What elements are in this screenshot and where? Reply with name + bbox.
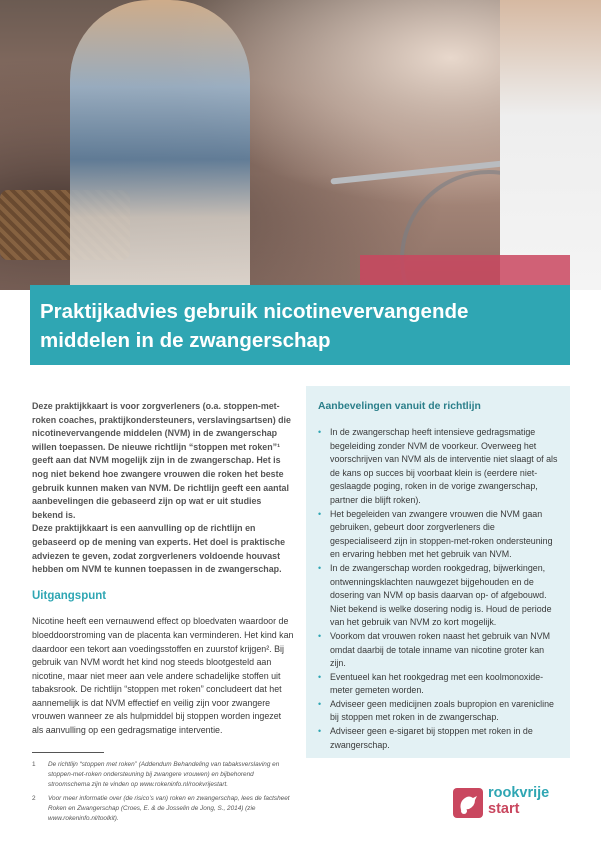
body-paragraph: Nicotine heeft een vernauwend effect op bloedvaten waardoor de bloeddoorstroming van de placenta kan verminderen. Het kind kan daardoor een tekort aan voedingsstoffen en zuurstof krijgen². Bij gebruik van NVM wordt het kind nog steeds blootgesteld aan nicotine, maar niet meer aan vele andere schadelijke stoffen uit tabaksrook. De richtlijn “stoppen met roken” concludeert dat het aannemelijk is dat NVM effectief en veilig zijn voor zwangere vrouwen wanneer ze als hulpmiddel bij stoppen worden ingezet als aanvulling op een gedragsmatige interventie. bbox=[32, 616, 294, 736]
footnote-2-text: Voor meer informatie over (de risico’s van) roken en zwangerschap, lees de factsheet Roken en Zwangerschap (Croes, E. & de Josselin de Jong, S., 2014) (zie www.rokeninfo.nl/toolkit). bbox=[48, 794, 290, 822]
page-title: Praktijkadvies gebruik nicotinevervangende middelen in de zwangerschap bbox=[40, 300, 469, 352]
list-item: • Adviseer geen medicijnen zoals bupropion en varenicline bij stoppen met roken in de zwangerschap. bbox=[318, 698, 554, 723]
title-banner bbox=[30, 285, 570, 365]
pregnant-woman bbox=[70, 0, 250, 290]
list-item: • In de zwangerschap worden rookgedrag, bijwerkingen, ontwenningsklachten nauwgezet bijgehouden en de dosering van NVM op basis daarvan op- of afgebouwd. Niet bekend is welke dosering nodig is. Houd de periode van het gebruik van NVM zo kort mogelijk. bbox=[318, 562, 552, 628]
list-item: • Adviseer geen e-sigaret bij stoppen met roken in de zwangerschap. bbox=[318, 726, 533, 750]
hero-photo bbox=[0, 0, 601, 290]
recommendations-heading: Aanbevelingen vanuit de richtlijn bbox=[318, 401, 481, 412]
footnote-2: 2 Voor meer informatie over (de risico’s van) roken en zwangerschap, lees de factsheet Roken en Zwangerschap (Croes, E. & de Josselin de Jong, S., 2014) (zie www.rokeninfo.nl/toolkit). bbox=[32, 794, 294, 824]
recommendations-box bbox=[306, 386, 570, 758]
intro-paragraph-1: Deze praktijkkaart is voor zorgverleners (o.a. stoppen-met-roken coaches, praktijkondersteuners, verslavingsartsen) die nicotinevervangende middelen (NVM) in de zwangerschap willen toepassen. De nieuwe richtlijn “stoppen met roken”¹ geeft aan dat NVM mogelijk zijn in de zwangerschap. Het is nog niet bekend hoe zwangere vrouwen die roken het beste gebruik kunnen maken van NVM. De richtlijn geeft een aantal aanbevelingen die gebaseerd zijn op wat er uit studies bekend is. bbox=[32, 401, 291, 520]
section-heading: Uitgangspunt bbox=[32, 589, 107, 602]
stork-icon bbox=[453, 788, 483, 818]
rookvrije-start-logo bbox=[453, 786, 573, 820]
footnote-divider bbox=[32, 752, 104, 753]
logo-text-top: rookvrije bbox=[488, 785, 550, 801]
person-with-bicycle bbox=[500, 0, 601, 290]
list-item: • Voorkom dat vrouwen roken naast het gebruik van NVM omdat daarbij de totale inname van nicotine groter kan zijn. bbox=[318, 630, 551, 669]
intro-paragraph-2: Deze praktijkkaart is een aanvulling op de richtlijn en gebaseerd op de mening van experts. Het doel is praktische adviezen te geven, zodat zorgverleners voldoende houvast hebben om NVM te kunnen toepassen in de zwangerschap. bbox=[32, 523, 286, 575]
footnote-1: 1 De richtlijn “stoppen met roken” (Addendum Behandeling van tabaksverslaving en stoppen-met-roken ondersteuning bij zwangere vrouwen) en bijbehorend stroomschema zijn te vinden op www.rokeninfo.nl/rookvrijestart. bbox=[32, 760, 294, 790]
list-item: • In de zwangerschap heeft intensieve gedragsmatige begeleiding zonder NVM de voorkeur. Overweeg het voorschrijven van NVM als de interventie niet slaagt of als de kans op succes bij voorbaat klein is (eerdere niet-geslaagde poging, roken in de vorige zwangerschap, partner die blijft roken). bbox=[318, 427, 558, 505]
recommendations-list bbox=[318, 426, 558, 752]
logo-text-bottom: start bbox=[488, 801, 520, 817]
list-item: • Eventueel kan het rookgedrag met een koolmonoxide-meter gemeten worden. bbox=[318, 671, 544, 696]
left-column bbox=[32, 400, 294, 828]
footnote-1-text: De richtlijn “stoppen met roken” (Addendum Behandeling van tabaksverslaving en stoppen-met-roken ondersteuning bij zwangere vrouwen) en bijbehorend stroomschema zijn te vinden op www.rokeninfo.nl/rookvrijestart. bbox=[48, 760, 280, 788]
list-item: • Het begeleiden van zwangere vrouwen die NVM gaan gebruiken, gebeurt door zorgverleners die gespecialiseerd zijn in stoppen-met-roken ondersteuning en ervaring hebben met het gebruik van NVM. bbox=[318, 508, 553, 560]
